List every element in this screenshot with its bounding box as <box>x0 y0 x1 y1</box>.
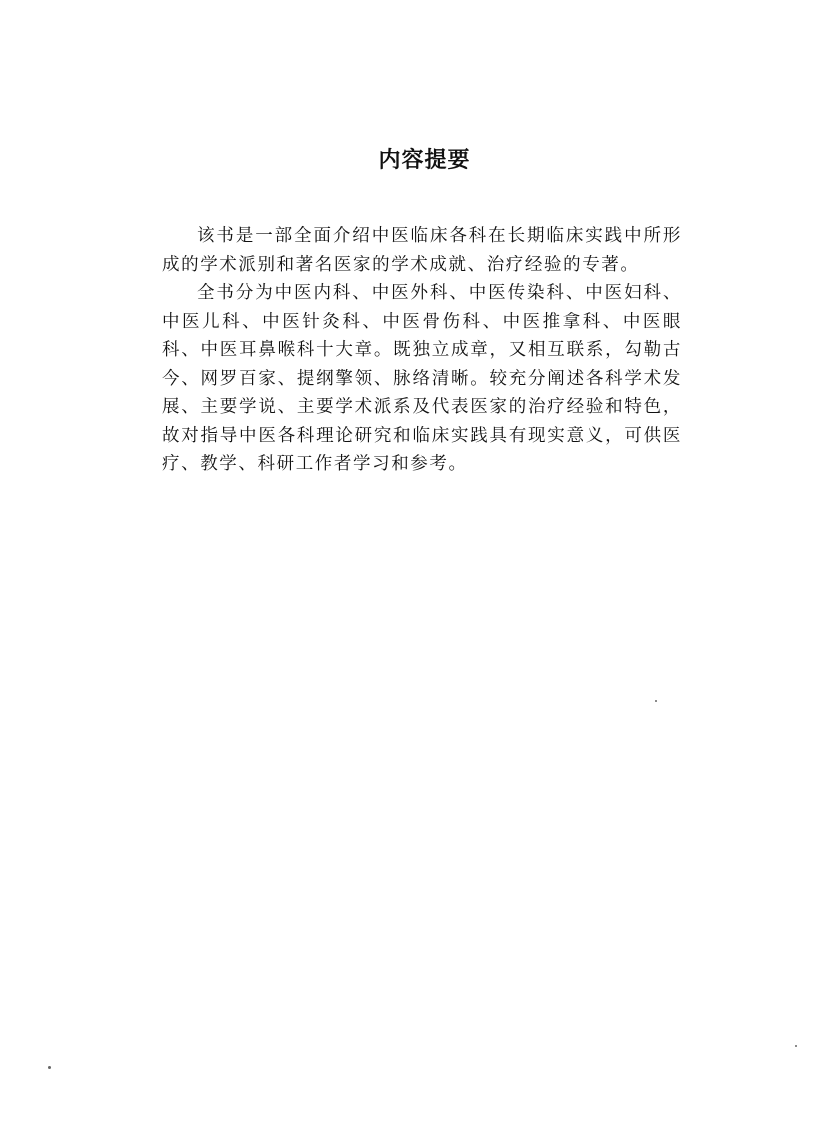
scan-speck <box>48 1066 51 1069</box>
paragraph-2: 全书分为中医内科、中医外科、中医传染科、中医妇科、中医儿科、中医针灸科、中医骨伤科、中医推拿科、中医眼科、中医耳鼻喉科十大章。既独立成章，又相互联系，勾勒古今、网罗百家、提纲擎领、脉络清晰。较充分阐述各科学术发展、主要学说、主要学术派系及代表医家的治疗经验和特色，故对指导中医各科理论研究和临床实践具有现实意义，可供医疗、教学、科研工作者学习和参考。 <box>162 283 682 474</box>
summary-body <box>162 222 682 479</box>
scan-speck <box>655 700 657 702</box>
paragraph-1: 该书是一部全面介绍中医临床各科在长期临床实践中所形成的学术派别和著名医家的学术成就、治疗经验的专著。 <box>162 226 682 275</box>
scan-speck <box>795 1045 797 1047</box>
page-title: 内容提要 <box>378 148 471 173</box>
